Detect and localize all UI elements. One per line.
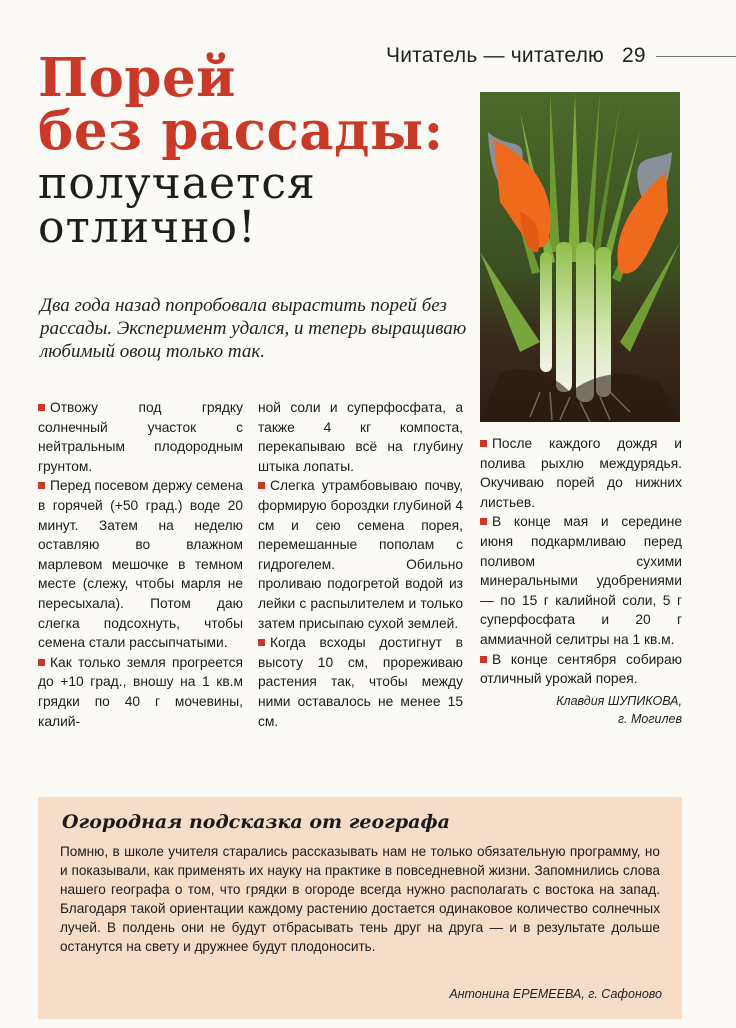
text-column-2 (258, 398, 463, 731)
paragraph-text: Отвожу под грядку солнечный участок с нейтральным плодородным грунтом. (38, 400, 243, 474)
leek-photo-illustration (480, 92, 680, 422)
paragraph (480, 512, 682, 649)
paragraph-text: В конце мая и середине июня подкармливаю перед поливом сухими минеральными удобрениями — по 15 г калийной соли, 5 г суперфосфата и 20 г аммиачной селитры на 1 кв.м. (480, 514, 682, 647)
bullet-marker (38, 482, 45, 489)
bullet-marker (38, 404, 45, 411)
tip-text: Помню, в школе учителя старались рассказывать нам не только обязательную программу, но и показывали, как применять их науку на практике в повседневной жизни. Запомнились слова нашего географа о том, что грядки в огороде всегда нужно располагать с востока на запад. Благодаря такой ориентации каждому растению достается одинаковое количество солнечных лучей. В полдень они не будут отбрасывать тень друг на друга — и в результате дольше останутся на свету и дружнее будут плодоносить. (60, 844, 660, 954)
header-rule (656, 56, 736, 57)
paragraph-text: Слегка утрамбовываю почву, формирую бороздки глубиной 4 см и сею семена порея, перемешанные пополам с гидрогелем. Обильно проливаю подогретой водой из лейки с распылителем и только затем присыпаю сухой землей. (258, 478, 463, 631)
article-headline (38, 47, 478, 253)
headline-line-3: получается (38, 158, 316, 209)
paragraph (258, 633, 463, 731)
paragraph-text: После каждого дождя и полива рыхлю междурядья. Окучиваю порей до нижних листьев. (480, 436, 682, 510)
paragraph-text: В конце сентября собираю отличный урожай порея. (480, 651, 682, 687)
tip-signature: Антонина ЕРЕМЕЕВА, г. Сафоново (449, 987, 662, 1001)
text-column-1 (38, 398, 243, 731)
bullet-marker (258, 482, 265, 489)
leek-photo (480, 92, 680, 422)
bullet-marker (258, 639, 265, 646)
bullet-marker (480, 440, 487, 447)
tip-title: Огородная подсказка от географа (62, 811, 450, 833)
paragraph (38, 476, 243, 652)
author-name: Клавдия ШУПИКОВА, (556, 693, 682, 708)
paragraph: ной соли и суперфосфата, а также 4 кг компоста, перекапываю всё на глубину штыка лопаты. (258, 400, 463, 474)
bullet-marker (480, 656, 487, 663)
text-column-3 (480, 434, 682, 728)
paragraph (258, 476, 463, 633)
paragraph (38, 398, 243, 476)
paragraph (480, 650, 682, 689)
paragraph-text: Как только земля прогреется до +10 град., вношу на 1 кв.м грядки по 40 г мочевины, калий- (38, 654, 243, 729)
article-lead: Два года назад попробовала вырастить порей без рассады. Эксперимент удался, и теперь выращиваю любимый овощ только так. (40, 295, 467, 362)
paragraph (38, 653, 243, 731)
headline-line-4: отлично! (38, 202, 257, 253)
section-title: Читатель — читателю (386, 44, 604, 67)
author-city: г. Могилев (617, 711, 682, 726)
paragraph (480, 434, 682, 512)
headline-line-2: без рассады: (38, 100, 444, 162)
tip-box (38, 797, 682, 1019)
bullet-marker (480, 518, 487, 525)
bullet-marker (38, 659, 45, 666)
headline-line-1: Порей (38, 47, 236, 109)
paragraph-text: Перед посевом держу семена в горячей (+50 град.) воде 20 минут. Затем на неделю оставляю во влажном марлевом мешочке в темном месте (слежу, чтобы марля не пересыхала). Потом даю слегка подсохнуть, чтобы семена стали рассыпчатыми. (38, 478, 243, 651)
page-number: 29 (622, 44, 646, 67)
paragraph-text: Когда всходы достигнут в высоту 10 см, прореживаю растения так, чтобы между ними оставалось не менее 15 см. (258, 635, 463, 729)
author-signature (480, 692, 682, 728)
